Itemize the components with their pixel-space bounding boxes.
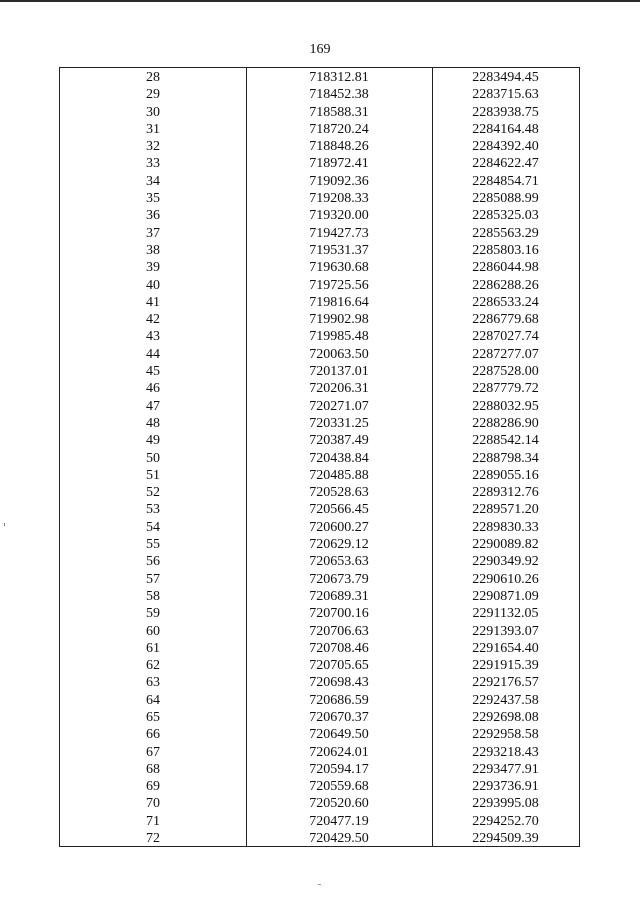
table-row <box>60 553 579 570</box>
table-row <box>60 432 579 449</box>
y-coordinate-cell: 2292958.58 <box>472 727 539 743</box>
point-number-cell: 33 <box>146 156 160 172</box>
point-number-cell: 30 <box>146 104 160 120</box>
point-number-cell: 56 <box>146 554 160 570</box>
table-row <box>60 398 579 415</box>
table-row <box>60 830 579 847</box>
y-coordinate-cell: 2293477.91 <box>472 761 539 777</box>
x-coordinate-cell: 719320.00 <box>309 208 369 224</box>
y-coordinate-cell: 2286044.98 <box>472 260 539 276</box>
point-number-cell: 66 <box>146 727 160 743</box>
point-number-cell: 69 <box>146 779 160 795</box>
point-number-cell: 36 <box>146 208 160 224</box>
point-number-cell: 55 <box>146 537 160 553</box>
table-row <box>60 623 579 640</box>
point-number-cell: 39 <box>146 260 160 276</box>
y-coordinate-cell: 2287779.72 <box>472 381 539 397</box>
table-row <box>60 519 579 536</box>
point-number-cell: 64 <box>146 692 160 708</box>
table-row <box>60 311 579 328</box>
point-number-cell: 43 <box>146 329 160 345</box>
table-row <box>60 207 579 224</box>
y-coordinate-cell: 2289312.76 <box>472 485 539 501</box>
table-row <box>60 363 579 380</box>
point-number-cell: 54 <box>146 519 160 535</box>
x-coordinate-cell: 719902.98 <box>309 312 369 328</box>
y-coordinate-cell: 2284392.40 <box>472 139 539 155</box>
table-row <box>60 778 579 795</box>
x-coordinate-cell: 720485.88 <box>309 467 369 483</box>
y-coordinate-cell: 2289571.20 <box>472 502 539 518</box>
x-coordinate-cell: 720520.60 <box>309 796 369 812</box>
point-number-cell: 59 <box>146 606 160 622</box>
x-coordinate-cell: 720271.07 <box>309 398 369 414</box>
table-row <box>60 190 579 207</box>
y-coordinate-cell: 2290871.09 <box>472 588 539 604</box>
y-coordinate-cell: 2292176.57 <box>472 675 539 691</box>
table-row <box>60 813 579 830</box>
x-coordinate-cell: 720566.45 <box>309 502 369 518</box>
point-number-cell: 62 <box>146 658 160 674</box>
page-top-border <box>0 0 640 2</box>
y-coordinate-cell: 2291132.05 <box>472 606 539 622</box>
y-coordinate-cell: 2286533.24 <box>472 294 539 310</box>
x-coordinate-cell: 720705.65 <box>309 658 369 674</box>
x-coordinate-cell: 720698.43 <box>309 675 369 691</box>
x-coordinate-cell: 720624.01 <box>309 744 369 760</box>
table-row <box>60 795 579 812</box>
table-row <box>60 588 579 605</box>
point-number-cell: 40 <box>146 277 160 293</box>
point-number-cell: 48 <box>146 415 160 431</box>
point-number-cell: 67 <box>146 744 160 760</box>
y-coordinate-cell: 2288286.90 <box>472 415 539 431</box>
table-row <box>60 726 579 743</box>
x-coordinate-cell: 720438.84 <box>309 450 369 466</box>
y-coordinate-cell: 2287528.00 <box>472 364 539 380</box>
y-coordinate-cell: 2285088.99 <box>472 191 539 207</box>
scan-mark <box>4 523 5 526</box>
table-row <box>60 346 579 363</box>
table-row <box>60 69 579 86</box>
point-number-cell: 53 <box>146 502 160 518</box>
table-row <box>60 674 579 691</box>
x-coordinate-cell: 720528.63 <box>309 485 369 501</box>
point-number-cell: 50 <box>146 450 160 466</box>
point-number-cell: 29 <box>146 87 160 103</box>
x-coordinate-cell: 719531.37 <box>309 242 369 258</box>
y-coordinate-cell: 2294252.70 <box>472 813 539 829</box>
point-number-cell: 70 <box>146 796 160 812</box>
table-row <box>60 501 579 518</box>
y-coordinate-cell: 2291393.07 <box>472 623 539 639</box>
y-coordinate-cell: 2283494.45 <box>472 70 539 85</box>
x-coordinate-cell: 719427.73 <box>309 225 369 241</box>
table-row <box>60 259 579 276</box>
x-coordinate-cell: 720673.79 <box>309 571 369 587</box>
point-number-cell: 51 <box>146 467 160 483</box>
y-coordinate-cell: 2292698.08 <box>472 709 539 725</box>
y-coordinate-cell: 2289830.33 <box>472 519 539 535</box>
x-coordinate-cell: 720629.12 <box>309 537 369 553</box>
table-row <box>60 104 579 121</box>
x-coordinate-cell: 720331.25 <box>309 415 369 431</box>
x-coordinate-cell: 719630.68 <box>309 260 369 276</box>
point-number-cell: 32 <box>146 139 160 155</box>
table-row <box>60 121 579 138</box>
x-coordinate-cell: 720137.01 <box>309 364 369 380</box>
table-row <box>60 155 579 172</box>
table-row <box>60 225 579 242</box>
point-number-cell: 49 <box>146 433 160 449</box>
point-number-cell: 28 <box>146 70 160 85</box>
x-coordinate-cell: 720689.31 <box>309 588 369 604</box>
point-number-cell: 63 <box>146 675 160 691</box>
x-coordinate-cell: 720649.50 <box>309 727 369 743</box>
point-number-cell: 42 <box>146 312 160 328</box>
y-coordinate-cell: 2288798.34 <box>472 450 539 466</box>
table-row <box>60 294 579 311</box>
y-coordinate-cell: 2292437.58 <box>472 692 539 708</box>
y-coordinate-cell: 2285563.29 <box>472 225 539 241</box>
x-coordinate-cell: 719092.36 <box>309 173 369 189</box>
x-coordinate-cell: 718588.31 <box>309 104 369 120</box>
table-row <box>60 328 579 345</box>
point-number-cell: 45 <box>146 364 160 380</box>
table-row <box>60 467 579 484</box>
x-coordinate-cell: 720653.63 <box>309 554 369 570</box>
point-number-cell: 57 <box>146 571 160 587</box>
y-coordinate-cell: 2284622.47 <box>472 156 539 172</box>
point-number-cell: 65 <box>146 709 160 725</box>
table-row <box>60 640 579 657</box>
point-number-cell: 37 <box>146 225 160 241</box>
table-row <box>60 450 579 467</box>
y-coordinate-cell: 2293736.91 <box>472 779 539 795</box>
point-number-cell: 52 <box>146 485 160 501</box>
point-number-cell: 46 <box>146 381 160 397</box>
y-coordinate-cell: 2285325.03 <box>472 208 539 224</box>
point-number-cell: 71 <box>146 813 160 829</box>
y-coordinate-cell: 2291915.39 <box>472 658 539 674</box>
x-coordinate-cell: 720063.50 <box>309 346 369 362</box>
x-coordinate-cell: 720708.46 <box>309 640 369 656</box>
table-row <box>60 277 579 294</box>
x-coordinate-cell: 718720.24 <box>309 121 369 137</box>
x-coordinate-cell: 720686.59 <box>309 692 369 708</box>
x-coordinate-cell: 720387.49 <box>309 433 369 449</box>
y-coordinate-cell: 2294509.39 <box>472 831 539 847</box>
point-number-cell: 47 <box>146 398 160 414</box>
x-coordinate-cell: 720559.68 <box>309 779 369 795</box>
table-row <box>60 173 579 190</box>
x-coordinate-cell: 718312.81 <box>309 70 369 85</box>
table-row <box>60 484 579 501</box>
y-coordinate-cell: 2283715.63 <box>472 87 539 103</box>
table-row <box>60 692 579 709</box>
y-coordinate-cell: 2286779.68 <box>472 312 539 328</box>
y-coordinate-cell: 2288032.95 <box>472 398 539 414</box>
point-number-cell: 38 <box>146 242 160 258</box>
point-number-cell: 61 <box>146 640 160 656</box>
scan-mark <box>318 884 321 885</box>
x-coordinate-cell: 720600.27 <box>309 519 369 535</box>
x-coordinate-cell: 719208.33 <box>309 191 369 207</box>
coordinates-table <box>59 67 580 847</box>
point-number-cell: 68 <box>146 761 160 777</box>
y-coordinate-cell: 2291654.40 <box>472 640 539 656</box>
x-coordinate-cell: 720429.50 <box>309 831 369 847</box>
y-coordinate-cell: 2287277.07 <box>472 346 539 362</box>
y-coordinate-cell: 2283938.75 <box>472 104 539 120</box>
table-row <box>60 380 579 397</box>
table-row <box>60 761 579 778</box>
table-row <box>60 571 579 588</box>
table-row <box>60 86 579 103</box>
y-coordinate-cell: 2290089.82 <box>472 537 539 553</box>
y-coordinate-cell: 2293218.43 <box>472 744 539 760</box>
y-coordinate-cell: 2287027.74 <box>472 329 539 345</box>
x-coordinate-cell: 720706.63 <box>309 623 369 639</box>
y-coordinate-cell: 2284164.48 <box>472 121 539 137</box>
y-coordinate-cell: 2289055.16 <box>472 467 539 483</box>
x-coordinate-cell: 720206.31 <box>309 381 369 397</box>
coordinates-table-grid <box>60 69 579 847</box>
table-row <box>60 744 579 761</box>
x-coordinate-cell: 720594.17 <box>309 761 369 777</box>
point-number-cell: 41 <box>146 294 160 310</box>
y-coordinate-cell: 2286288.26 <box>472 277 539 293</box>
y-coordinate-cell: 2293995.08 <box>472 796 539 812</box>
y-coordinate-cell: 2290349.92 <box>472 554 539 570</box>
x-coordinate-cell: 719985.48 <box>309 329 369 345</box>
x-coordinate-cell: 718972.41 <box>309 156 369 172</box>
y-coordinate-cell: 2290610.26 <box>472 571 539 587</box>
point-number-cell: 35 <box>146 191 160 207</box>
point-number-cell: 58 <box>146 588 160 604</box>
point-number-cell: 60 <box>146 623 160 639</box>
x-coordinate-cell: 719816.64 <box>309 294 369 310</box>
table-row <box>60 709 579 726</box>
table-row <box>60 657 579 674</box>
table-row <box>60 415 579 432</box>
x-coordinate-cell: 719725.56 <box>309 277 369 293</box>
x-coordinate-cell: 718452.38 <box>309 87 369 103</box>
x-coordinate-cell: 718848.26 <box>309 139 369 155</box>
point-number-cell: 31 <box>146 121 160 137</box>
point-number-cell: 44 <box>146 346 160 362</box>
point-number-cell: 72 <box>146 831 160 847</box>
y-coordinate-cell: 2285803.16 <box>472 242 539 258</box>
point-number-cell: 34 <box>146 173 160 189</box>
table-row <box>60 242 579 259</box>
table-row <box>60 605 579 622</box>
page-number: 169 <box>309 42 331 57</box>
y-coordinate-cell: 2288542.14 <box>472 433 539 449</box>
x-coordinate-cell: 720700.16 <box>309 606 369 622</box>
x-coordinate-cell: 720670.37 <box>309 709 369 725</box>
y-coordinate-cell: 2284854.71 <box>472 173 539 189</box>
table-row <box>60 138 579 155</box>
x-coordinate-cell: 720477.19 <box>309 813 369 829</box>
table-row <box>60 536 579 553</box>
coordinates-table-body <box>60 69 579 847</box>
